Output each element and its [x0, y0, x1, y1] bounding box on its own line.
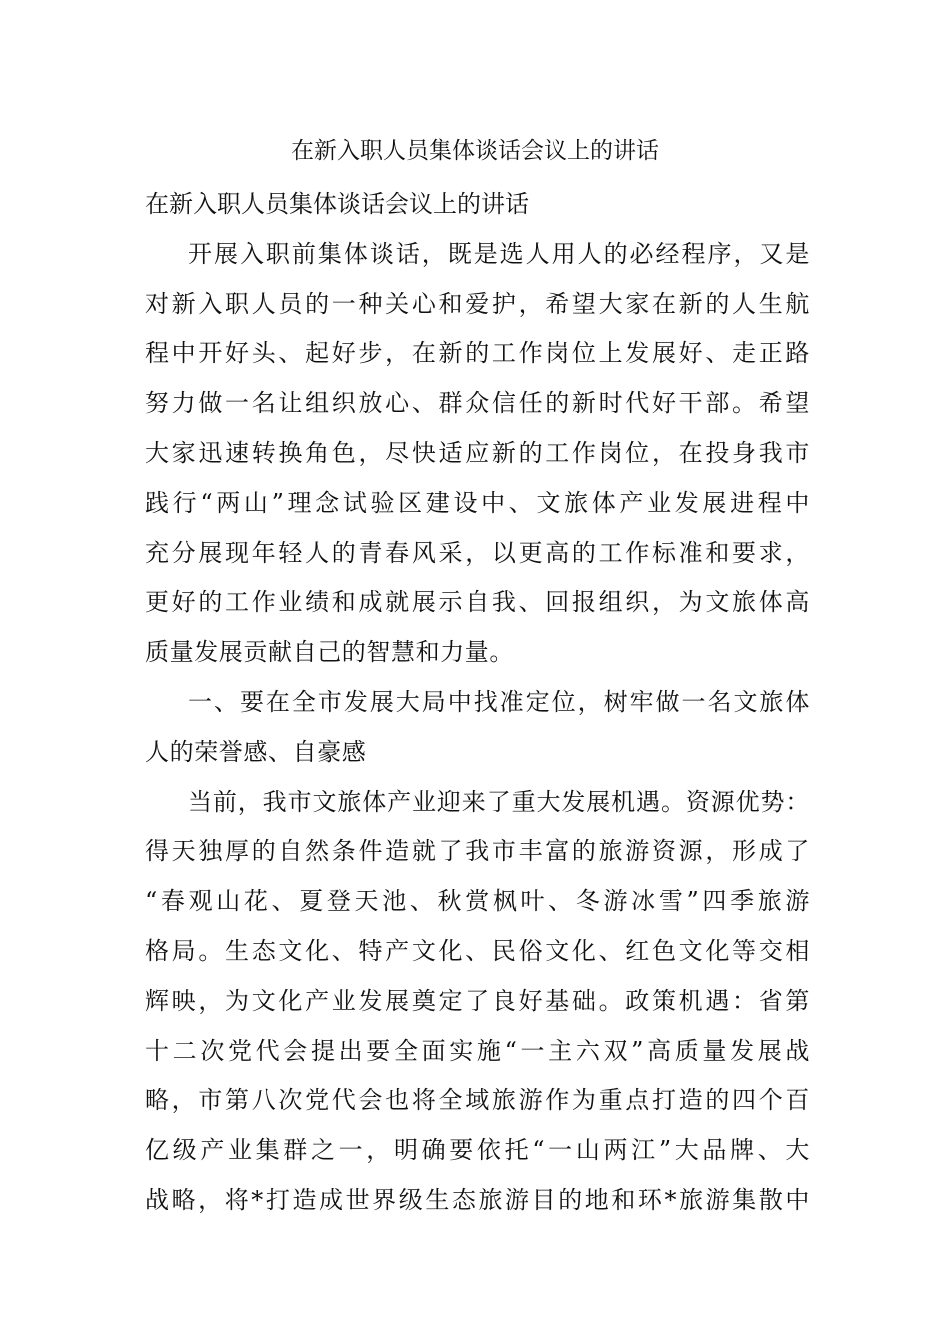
text-line: 战略，将*打造成世界级生态旅游目的地和环*旅游集散中 — [145, 1185, 810, 1214]
text-line: 格局。生态文化、特产文化、民俗文化、红色文化等交相 — [145, 936, 810, 965]
text-line: 更好的工作业绩和成就展示自我、回报组织，为文旅体高 — [145, 588, 810, 617]
text-line: 辉映，为文化产业发展奠定了良好基础。政策机遇：省第 — [145, 986, 810, 1015]
text-line: 质量发展贡献自己的智慧和力量。 — [145, 638, 514, 667]
text-line: 略，市第八次党代会也将全域旅游作为重点打造的四个百 — [145, 1086, 810, 1115]
text-line: 大家迅速转换角色，尽快适应新的工作岗位，在投身我市 — [145, 438, 810, 467]
text-line: 十二次党代会提出要全面实施“一主六双”高质量发展战 — [145, 1036, 810, 1065]
text-line: 当前，我市文旅体产业迎来了重大发展机遇。资源优势： — [188, 787, 810, 816]
document-body — [145, 180, 810, 1226]
text-line: 得天独厚的自然条件造就了我市丰富的旅游资源，形成了 — [145, 837, 810, 866]
text-line: 对新入职人员的一种关心和爱护，希望大家在新的人生航 — [145, 289, 810, 318]
text-line: 充分展现年轻人的青春风采，以更高的工作标准和要求， — [145, 538, 810, 567]
section-heading-1 — [145, 678, 810, 778]
text-line: “春观山花、夏登天池、秋赏枫叶、冬游冰雪”四季旅游 — [145, 887, 810, 916]
text-line: 亿级产业集群之一，明确要依托“一山两江”大品牌、大 — [145, 1136, 810, 1165]
document-subtitle: 在新入职人员集体谈话会议上的讲话 — [145, 190, 529, 218]
document-title: 在新入职人员集体谈话会议上的讲话 — [291, 138, 659, 164]
paragraph-opportunities — [145, 778, 810, 1226]
heading-line: 一、要在全市发展大局中找准定位，树牢做一名文旅体 — [188, 687, 810, 716]
text-line: 努力做一名让组织放心、群众信任的新时代好干部。希望 — [145, 389, 810, 418]
heading-line: 人的荣誉感、自豪感 — [145, 737, 367, 766]
text-line: 开展入职前集体谈话，既是选人用人的必经程序，又是 — [188, 239, 810, 268]
paragraph-intro — [145, 230, 810, 678]
text-line: 程中开好头、起好步，在新的工作岗位上发展好、走正路 — [145, 339, 810, 368]
text-line: 践行“两山”理念试验区建设中、文旅体产业发展进程中 — [145, 488, 810, 517]
